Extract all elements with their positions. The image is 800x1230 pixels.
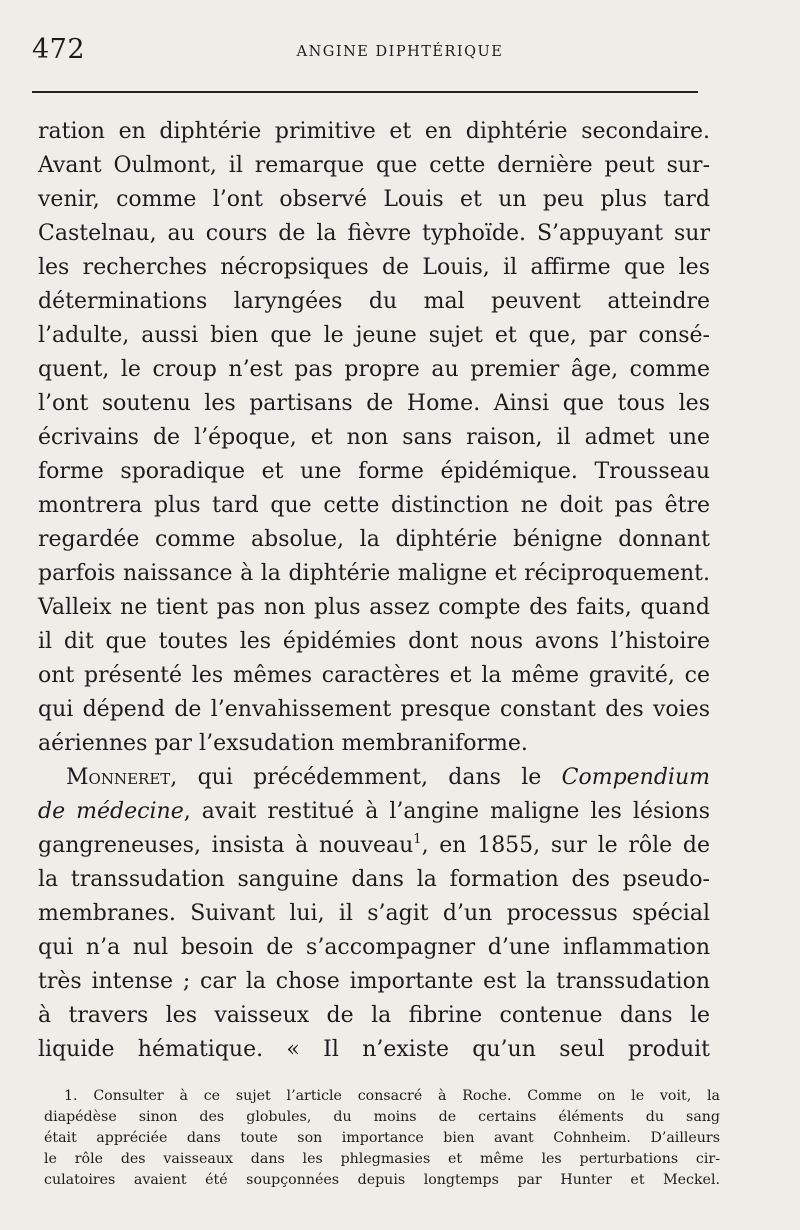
header-rule <box>32 91 698 93</box>
text-line: très intense ; car la chose importante est la transsudation <box>38 969 710 994</box>
book-title: Compendium <box>561 765 710 790</box>
text-span: , avait restitué à l’angine maligne les lésions <box>183 799 710 824</box>
text-span: , en 1855, sur le rôle de <box>421 833 710 858</box>
text-line: Castelnau, au cours de la fièvre typhoïde. S’appuyant sur <box>38 221 710 246</box>
footnote-line: culatoires avaient été soupçonnées depuis longtemps par Hunter et Meckel. <box>44 1172 720 1188</box>
text-line: écrivains de l’époque, et non sans raison, il admet une <box>38 425 710 450</box>
text-line: parfois naissance à la diphtérie maligne et réciproquement. <box>38 561 710 586</box>
text-line: Valleix ne tient pas non plus assez compte des faits, quand <box>38 595 710 620</box>
text-line: qui n’a nul besoin de s’accompagner d’une inflammation <box>38 935 710 960</box>
text-line: l’adulte, aussi bien que le jeune sujet et que, par consé- <box>38 323 710 348</box>
text-span: gangreneuses, insista à nouveau <box>38 833 414 858</box>
text-line: déterminations laryngées du mal peuvent atteindre <box>38 289 710 314</box>
author-name: Monneret <box>66 765 171 790</box>
text-line: il dit que toutes les épidémies dont nous avons l’histoire <box>38 629 710 654</box>
text-line: ont présenté les mêmes caractères et la même gravité, ce <box>38 663 710 688</box>
text-line: forme sporadique et une forme épidémique. Trousseau <box>38 459 710 484</box>
page-number: 472 <box>32 34 86 65</box>
footnote-line: le rôle des vaisseaux dans les phlegmasies et même les perturbations cir- <box>44 1151 720 1167</box>
text-line: aériennes par l’exsudation membraniforme. <box>38 731 528 756</box>
text-line: venir, comme l’ont observé Louis et un peu plus tard <box>38 187 710 212</box>
text-span: , qui précédemment, dans le <box>170 765 562 790</box>
paragraph-2 <box>38 761 710 1067</box>
footnote-line: 1. Consulter à ce sujet l’article consacré à Roche. Comme on le voit, la <box>64 1088 720 1104</box>
text-line <box>38 761 710 795</box>
text-line <box>38 829 710 863</box>
text-line: Avant Oulmont, il remarque que cette dernière peut sur- <box>38 153 710 178</box>
text-line: qui dépend de l’envahissement presque constant des voies <box>38 697 710 722</box>
text-line <box>38 795 710 829</box>
text-line: regardée comme absolue, la diphtérie bénigne donnant <box>38 527 710 552</box>
text-line: liquide hématique. « Il n’existe qu’un seul produit <box>38 1037 710 1062</box>
body-text <box>38 115 710 1067</box>
text-line: montrera plus tard que cette distinction ne doit pas être <box>38 493 710 518</box>
text-line: l’ont soutenu les partisans de Home. Ainsi que tous les <box>38 391 710 416</box>
paragraph-1 <box>38 115 710 761</box>
running-head: ANGINE DIPHTÉRIQUE <box>296 44 504 60</box>
text-line: la transsudation sanguine dans la formation des pseudo- <box>38 867 710 892</box>
text-line: quent, le croup n’est pas propre au premier âge, comme <box>38 357 710 382</box>
text-line: membranes. Suivant lui, il s’agit d’un processus spécial <box>38 901 710 926</box>
text-line: les recherches nécropsiques de Louis, il affirme que les <box>38 255 710 280</box>
footnote <box>44 1086 720 1191</box>
book-title: de médecine <box>38 799 184 824</box>
text-line: à travers les vaisseux de la fibrine contenue dans le <box>38 1003 710 1028</box>
footnote-line: était appréciée dans toute son importance bien avant Cohnheim. D’ailleurs <box>44 1130 720 1146</box>
footnote-ref: 1 <box>413 832 422 847</box>
text-line: ration en diphtérie primitive et en diphtérie secondaire. <box>38 119 710 144</box>
footnote-line: diapédèse sinon des globules, du moins de certains éléments du sang <box>44 1109 720 1125</box>
